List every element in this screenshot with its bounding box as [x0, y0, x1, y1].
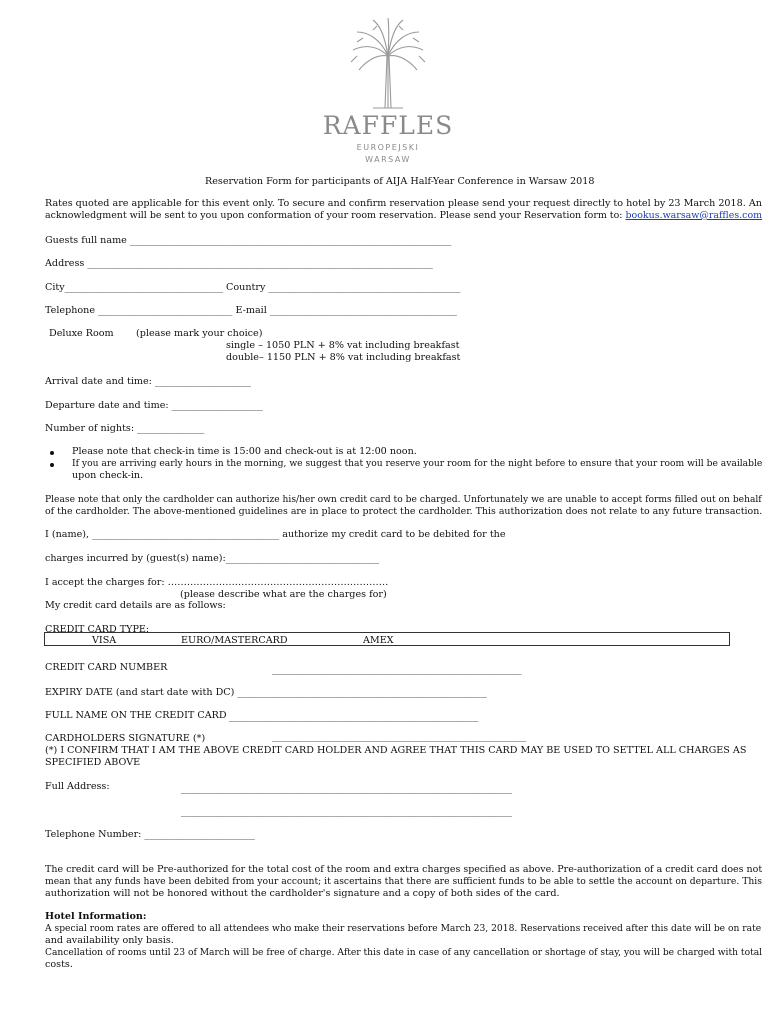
telephone-number-field[interactable]: Telephone Number: _______________________ — [45, 829, 255, 840]
full-address-label: Full Address: — [45, 781, 110, 792]
logo-wordmark: RAFFLES — [322, 111, 454, 140]
cc-visa-option[interactable]: VISA — [92, 635, 117, 646]
cc-mastercard-option[interactable]: EURO/MASTERCARD — [181, 635, 288, 646]
cc-number-field[interactable]: ____________________________________________________ — [272, 664, 522, 675]
full-address-field-1[interactable]: _____________________________________________________________________ — [181, 783, 512, 794]
page-title: Reservation Form for participants of AIJA Half-Year Conference in Warsaw 2018 — [205, 176, 595, 187]
departure-field[interactable]: Departure date and time: ___________________ — [45, 400, 263, 411]
accept-charges-field[interactable]: I accept the charges for: …………………………………………………………… — [45, 577, 389, 588]
charges-incurred-field[interactable]: charges incurred by (guest(s) name):________________________________ — [45, 553, 380, 564]
checkin-note: Please note that check-in time is 15:00 and check-out is at 12:00 noon. — [72, 446, 417, 457]
logo-subtitle-1: EUROPEJSKI — [356, 143, 420, 152]
rate-single-option[interactable]: single – 1050 PLN + 8% vat including breakfast — [226, 340, 460, 351]
bullet-marker — [50, 463, 54, 467]
cardholder-note-2: of the cardholder. The above-mentioned guidelines are in place to protect the cardholder. This authorization does not relate to any future transaction. — [45, 506, 763, 517]
cc-amex-option[interactable]: AMEX — [363, 635, 394, 646]
signature-label: CARDHOLDERS SIGNATURE (*) — [45, 733, 206, 744]
address-field[interactable]: Address ________________________________________________________________________ — [45, 258, 433, 269]
preauth-text-3: authorization will not be honored without the cardholder's signature and a copy of both sides of the card. — [45, 888, 560, 899]
hotel-info-text-3: Cancellation of rooms until 23 of March will be free of charge. After this date in case of any cancellation or shortage of stay, you will be charged with total — [45, 947, 763, 958]
confirm-statement-1: (*) I CONFIRM THAT I AM THE ABOVE CREDIT CARD HOLDER AND AGREE THAT THIS CARD MAY BE USED TO SETTEL ALL CHARGES AS — [45, 745, 747, 756]
hotel-info-heading: Hotel Information: — [45, 911, 147, 922]
palm-tree-icon — [343, 16, 433, 111]
preauth-text-2: mean that any funds have been debited from your account; it ascertains that there are sufficient funds to be able to settle the account on departure. This — [45, 876, 762, 887]
full-name-cc-label: FULL NAME ON THE CREDIT CARD — [45, 710, 227, 721]
reservation-email-link[interactable]: bookus.warsaw@raffles.com — [625, 210, 763, 221]
intro-line-2: acknowledgment will be sent to you upon conformation of your room reservation. Please send your Reservation form to: bookus.warsaw@raffles.com — [45, 210, 763, 221]
hotel-info-text-4: costs. — [45, 959, 73, 970]
early-arrival-note-2: upon check-in. — [72, 470, 144, 481]
room-type-label: Deluxe Room — [49, 328, 114, 339]
hotel-info-text-1: A special room rates are offered to all attendees who make their reservations before March 23, 2018. Reservations received after this date will be on rate — [45, 923, 762, 934]
expiry-field[interactable]: EXPIRY DATE (and start date with DC) ____________________________________________________ — [45, 687, 487, 698]
hotel-info-text-2: and availability only basis. — [45, 935, 174, 946]
confirm-statement-2: SPECIFIED ABOVE — [45, 757, 141, 768]
full-address-field-2[interactable]: _____________________________________________________________________ — [181, 806, 512, 817]
describe-charges-hint: (please describe what are the charges for) — [180, 589, 387, 600]
authorize-name-field[interactable]: I (name), _______________________________________ authorize my credit card to be debited for the — [45, 529, 506, 540]
full-name-cc-field[interactable]: ____________________________________________________ — [229, 711, 479, 722]
guests-full-name-field[interactable]: Guests full name ___________________________________________________________________ — [45, 235, 452, 246]
cardholder-note-1: Please note that only the cardholder can authorize his/her own credit card to be charged. Unfortunately we are unable to accept forms filled out on behalf — [45, 494, 762, 505]
room-choice-hint: (please mark your choice) — [136, 328, 263, 339]
early-arrival-note-1: If you are arriving early hours in the morning, we suggest that you reserve your room for the night before to ensure that your room will be available — [72, 458, 763, 469]
bullet-marker — [50, 451, 54, 455]
arrival-field[interactable]: Arrival date and time: ____________________ — [45, 376, 251, 387]
cc-type-label: CREDIT CARD TYPE: — [45, 624, 150, 635]
signature-field[interactable]: _____________________________________________________ — [272, 731, 527, 742]
cc-number-label: CREDIT CARD NUMBER — [45, 662, 168, 673]
nights-field[interactable]: Number of nights: ______________ — [45, 423, 205, 434]
logo-subtitle-2: WARSAW — [365, 155, 411, 164]
telephone-email-field[interactable]: Telephone ____________________________ E-mail _______________________________________ — [45, 305, 457, 316]
rate-double-option[interactable]: double– 1150 PLN + 8% vat including breakfast — [226, 352, 461, 363]
preauth-text-1: The credit card will be Pre-authorized for the total cost of the room and extra charges specified as above. Pre-authorization of a credit card does not — [45, 864, 763, 875]
raffles-logo — [318, 14, 458, 164]
intro-line-1: Rates quoted are applicable for this event only. To secure and confirm reservation please send your request directly to hotel by 23 March 2018. An — [45, 198, 762, 209]
city-country-field[interactable]: City_________________________________ Country ________________________________________ — [45, 282, 461, 293]
card-details-label: My credit card details are as follows: — [45, 600, 226, 611]
